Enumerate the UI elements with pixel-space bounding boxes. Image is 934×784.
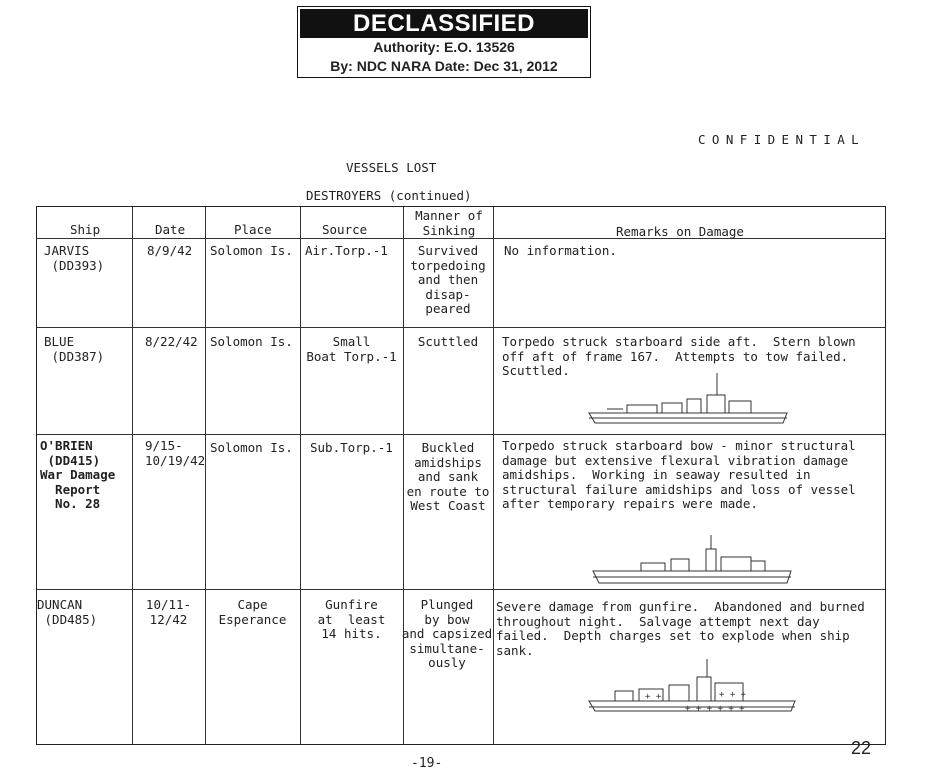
header-ship: Ship — [70, 222, 101, 237]
ship-silhouette-duncan — [585, 659, 805, 719]
column-divider — [132, 207, 133, 744]
row4-source: Gunfire at least 14 hits. — [317, 597, 386, 642]
row2-ship: BLUE (DD387) — [44, 334, 105, 364]
row1-ship: JARVIS (DD393) — [44, 243, 105, 273]
row1-place: Solomon Is. — [210, 243, 293, 258]
column-divider — [300, 207, 301, 744]
row4-remarks: Severe damage from gunfire. Abandoned and burned throughout night. Salvage attempt next day failed. Depth charges set to explode when ship sank. — [496, 599, 865, 658]
ship-silhouette-blue — [587, 373, 797, 429]
row2-place: Solomon Is. — [210, 334, 293, 349]
column-divider — [205, 207, 206, 744]
row1-manner: Survived torpedoing and then disap- peared — [410, 243, 486, 317]
declassified-stamp — [297, 6, 591, 78]
row2-manner: Scuttled — [417, 334, 479, 349]
document-title: VESSELS LOST — [346, 160, 437, 175]
vessels-lost-table — [36, 206, 886, 745]
row2-source: Small Boat Torp.-1 — [306, 334, 397, 364]
header-manner: Manner of Sinking — [415, 208, 483, 238]
row4-ship: DUNCAN (DD485) — [37, 597, 98, 627]
row4-manner: Plunged by bow and capsized simultane- ously — [401, 597, 493, 671]
row3-remarks: Torpedo struck starboard bow - minor structural damage but extensive flexural vibration damage amidships. Working in seaway resulted in structural failure amidships and loss of vessel after temporary repairs were made. — [502, 438, 856, 512]
svg-text:+ + +: + + + — [719, 690, 747, 700]
stamp-authority: Authority: E.O. 13526 — [373, 39, 515, 55]
row3-ship: O'BRIEN (DD415) War Damage Report No. 28 — [40, 438, 116, 512]
classification-label: CONFIDENTIAL — [698, 132, 866, 147]
header-source: Source — [322, 222, 368, 237]
ship-silhouette-obrien — [591, 535, 801, 591]
row3-date: 9/15- 10/19/42 — [145, 438, 206, 468]
svg-text:+ + + + + +: + + + + + + — [685, 704, 745, 714]
svg-text:+ +: + + — [645, 692, 662, 702]
header-date: Date — [155, 222, 186, 237]
row-divider — [37, 327, 885, 328]
row1-remarks: No information. — [504, 243, 617, 258]
row3-place: Solomon Is. — [210, 440, 293, 455]
row1-date: 8/9/42 — [147, 243, 193, 258]
header-place: Place — [234, 222, 272, 237]
row1-source: Air.Torp.-1 — [305, 243, 388, 258]
header-remarks: Remarks on Damage — [616, 224, 744, 239]
sheet-number: 22 — [851, 738, 872, 758]
row3-manner: Buckled amidships and sank en route to West Coast — [406, 440, 490, 514]
row4-place: Cape Esperance — [218, 597, 287, 627]
stamp-title: DECLASSIFIED — [300, 9, 588, 38]
row4-date: 10/11- 12/42 — [145, 597, 192, 627]
row2-date: 8/22/42 — [145, 334, 198, 349]
row2-remarks: Torpedo struck starboard side aft. Stern blown off aft of frame 167. Attempts to tow failed. Scuttled. — [502, 334, 856, 379]
stamp-by: By: NDC NARA Date: Dec 31, 2012 — [330, 58, 558, 74]
row3-source: Sub.Torp.-1 — [310, 440, 393, 455]
page-number: -19- — [411, 756, 443, 771]
document-subtitle: DESTROYERS (continued) — [306, 188, 472, 203]
row-divider — [37, 434, 885, 435]
